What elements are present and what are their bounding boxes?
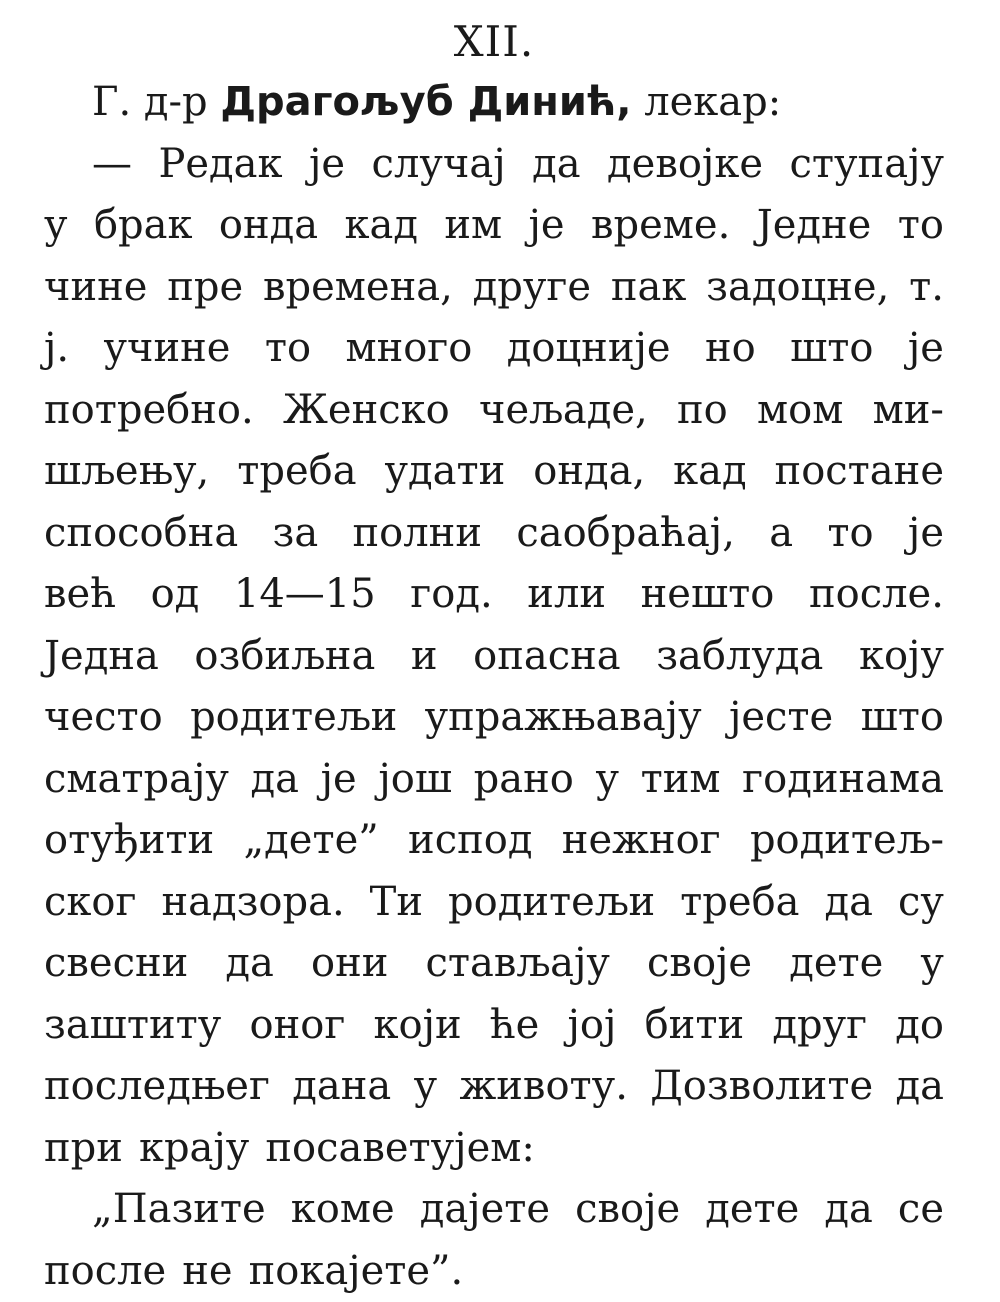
word: кад xyxy=(673,441,746,503)
word: своје xyxy=(575,1179,680,1241)
word: су xyxy=(898,872,944,934)
word: друг xyxy=(772,995,867,1057)
text-line xyxy=(44,441,944,503)
word: им xyxy=(444,195,502,257)
word: родитељи xyxy=(190,687,397,749)
word: треба xyxy=(680,872,799,934)
text-line xyxy=(44,257,944,319)
body-text xyxy=(44,134,944,1302)
word: дана xyxy=(292,1056,391,1118)
document-page xyxy=(44,14,944,1302)
word: девојке xyxy=(607,134,763,196)
word: од xyxy=(151,564,200,626)
word: ског xyxy=(44,872,136,934)
word: да xyxy=(251,749,299,811)
word: је xyxy=(321,749,357,811)
word: своје xyxy=(647,933,752,995)
word: тим xyxy=(641,749,721,811)
word: постане xyxy=(775,441,944,503)
word: т. xyxy=(909,257,944,319)
text-line xyxy=(44,749,944,811)
word: да xyxy=(225,933,273,995)
word: много xyxy=(345,318,472,380)
word: учине xyxy=(104,318,231,380)
word: оног xyxy=(250,995,346,1057)
word: отуђити xyxy=(44,810,214,872)
word: је xyxy=(309,134,345,196)
word: чељаде, xyxy=(479,380,648,442)
text-line xyxy=(44,564,944,626)
author-profession: лекар: xyxy=(644,79,781,125)
word: то xyxy=(265,318,311,380)
word: стављају xyxy=(426,933,610,995)
text-line xyxy=(44,687,944,749)
word: способна xyxy=(44,503,238,565)
text-line xyxy=(44,995,944,1057)
word: покајете”. xyxy=(249,1241,464,1302)
author-line xyxy=(44,72,944,134)
word: Женско xyxy=(283,380,450,442)
word: удати xyxy=(384,441,505,503)
word: је xyxy=(908,503,944,565)
section-heading: XII. xyxy=(44,14,944,72)
word: рано xyxy=(474,749,574,811)
word: заштиту xyxy=(44,995,221,1057)
author-prefix: Г. д-р xyxy=(92,79,208,125)
word: до xyxy=(895,995,944,1057)
word: при xyxy=(44,1118,123,1180)
text-line xyxy=(44,1241,944,1302)
word: задоцне, xyxy=(706,257,889,319)
word: за xyxy=(273,503,319,565)
word: „Пазите xyxy=(92,1179,266,1241)
word: случај xyxy=(372,134,506,196)
word: родитељи xyxy=(448,872,655,934)
word: коју xyxy=(859,626,944,688)
author-name: Драгољуб Динић, xyxy=(220,79,631,125)
word: брак xyxy=(94,195,193,257)
word: год. xyxy=(410,564,492,626)
text-line xyxy=(44,1118,944,1180)
word: Ти xyxy=(370,872,423,934)
word: „дете” xyxy=(243,810,378,872)
word: времена, xyxy=(263,257,453,319)
word: нешто xyxy=(641,564,775,626)
word: дете xyxy=(705,1179,799,1241)
word: родитељ- xyxy=(750,810,944,872)
word: озбиљна xyxy=(194,626,375,688)
word: дајете xyxy=(420,1179,550,1241)
word: шљењу, xyxy=(44,441,209,503)
word: последњег xyxy=(44,1056,270,1118)
word: заблуда xyxy=(656,626,823,688)
word: полни xyxy=(353,503,482,565)
word: да xyxy=(532,134,580,196)
word: у xyxy=(595,749,619,811)
word: што xyxy=(861,687,944,749)
word: и xyxy=(411,626,438,688)
word: јесте xyxy=(729,687,833,749)
word: у xyxy=(920,933,944,995)
word: ступају xyxy=(789,134,944,196)
text-line xyxy=(44,1179,944,1241)
word: испод xyxy=(408,810,532,872)
word: ће xyxy=(490,995,539,1057)
word: или xyxy=(527,564,606,626)
text-line xyxy=(44,626,944,688)
word: онда xyxy=(219,195,318,257)
word: који xyxy=(374,995,462,1057)
word: Једне xyxy=(757,195,872,257)
word: већ xyxy=(44,564,116,626)
word: потребно. xyxy=(44,380,254,442)
word: још xyxy=(378,749,452,811)
word: коме xyxy=(291,1179,395,1241)
word: време. xyxy=(591,195,730,257)
word: пре xyxy=(167,257,243,319)
word: упражњавају xyxy=(425,687,702,749)
word: треба xyxy=(237,441,356,503)
text-line xyxy=(44,134,944,196)
word: крају xyxy=(139,1118,249,1180)
word: но xyxy=(705,318,756,380)
word: то xyxy=(827,503,873,565)
word: да xyxy=(825,872,873,934)
text-line xyxy=(44,1056,944,1118)
word: не xyxy=(182,1241,232,1302)
word: — xyxy=(92,134,132,196)
word: Дозволите xyxy=(650,1056,873,1118)
word: нежног xyxy=(562,810,721,872)
word: да xyxy=(895,1056,943,1118)
word: по xyxy=(677,380,728,442)
word: бити xyxy=(645,995,745,1057)
word: сматрају xyxy=(44,749,229,811)
word: пак xyxy=(611,257,687,319)
word: мом xyxy=(757,380,843,442)
word: 14—15 xyxy=(234,564,376,626)
word: дете xyxy=(789,933,883,995)
word: после. xyxy=(809,564,944,626)
word: доцније xyxy=(507,318,671,380)
word: свесни xyxy=(44,933,188,995)
word: животу. xyxy=(459,1056,627,1118)
word: а xyxy=(769,503,793,565)
text-line xyxy=(44,933,944,995)
word: годинама xyxy=(742,749,944,811)
text-line xyxy=(44,503,944,565)
word: саобраћај, xyxy=(516,503,735,565)
text-line xyxy=(44,318,944,380)
text-line xyxy=(44,810,944,872)
word: опасна xyxy=(473,626,621,688)
word: Једна xyxy=(44,626,159,688)
word: у xyxy=(414,1056,438,1118)
word: кад xyxy=(344,195,417,257)
word: што xyxy=(790,318,873,380)
word: често xyxy=(44,687,163,749)
word: је xyxy=(529,195,565,257)
word: Редак xyxy=(158,134,282,196)
word: јој xyxy=(568,995,617,1057)
word: се xyxy=(898,1179,944,1241)
word: ј. xyxy=(44,318,69,380)
word: ми- xyxy=(873,380,944,442)
word: у xyxy=(44,195,68,257)
word: да xyxy=(824,1179,872,1241)
text-line xyxy=(44,380,944,442)
word: после xyxy=(44,1241,166,1302)
word: друге xyxy=(473,257,591,319)
word: онда, xyxy=(533,441,645,503)
text-line xyxy=(44,872,944,934)
word: посаветујем: xyxy=(265,1118,535,1180)
word: они xyxy=(311,933,388,995)
word: то xyxy=(898,195,944,257)
word: надзора. xyxy=(161,872,344,934)
word: је xyxy=(908,318,944,380)
text-line xyxy=(44,195,944,257)
word: чине xyxy=(44,257,147,319)
